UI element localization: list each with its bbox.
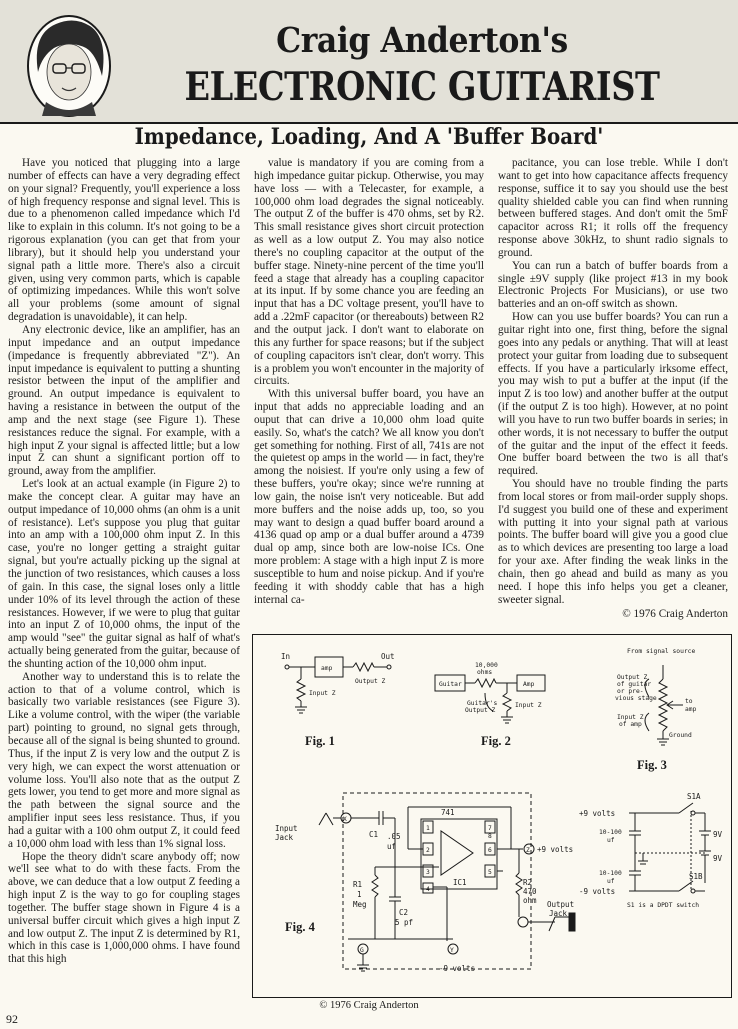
author-portrait — [26, 14, 112, 118]
fig4-c1-val: .05 — [387, 832, 401, 841]
fig4-pin-8: 8 — [488, 833, 492, 840]
fig4-r2-unit: ohm — [523, 896, 537, 905]
fig1-output-label: Out — [381, 652, 395, 661]
paragraph: How can you use buffer boards? You can run a guitar right into one, first thing, before the signal goes into any pedals or anything. That will at least protect your guitar from loading due to subsequent effects. If you have a particularly irksome effect, you may wish to put a buffer at the input (if the input Z is too low) and another buffer at the output (if the output Z is too high). However, at no point will you have to run two buffer boards in series; in other words, it is not necessary to buffer the output of the guitar and the input of the effect it feeds. One buffer board between the two is all that's required. — [498, 311, 728, 478]
fig2-guitar-label: Guitar — [439, 681, 462, 688]
fig4-plus9: +9 volts — [537, 845, 574, 854]
paragraph: Any electronic device, like an amplifier, has an input impedance and an output impedance (impedance is frequently abbreviated "Z"). An input impedance is equivalent to putting a shunting resistor between the input of the amplifier and ground. An output impedance is equivalent to having a resistance in between the output of the amp and the next stage (see Figure 1). These resistances reduce the signal. For example, with a high input Z your signal is affected little; but a low input Z can shunt a significant portion off to ground, away from the amplifier. — [8, 323, 240, 478]
page-footer-copyright: © 1976 Craig Anderton — [319, 1000, 419, 1011]
fig4-c1: C1 — [369, 830, 379, 839]
fig2-guitar-z-label-1: Guitar's — [467, 700, 498, 707]
supply-cap2-unit: uf — [607, 878, 615, 885]
fig4-caption: Fig. 4 — [285, 920, 315, 934]
supply-cap1-unit: uf — [607, 837, 615, 844]
fig1-input-label: In — [281, 652, 291, 661]
masthead — [0, 0, 738, 124]
fig4-input-jack-label-1: Input — [275, 824, 298, 833]
fig4-node-y: Y — [450, 947, 454, 954]
fig3-input-label-1: Input Z — [617, 714, 644, 721]
fig4-r2: R2 — [523, 878, 533, 887]
paragraph: Have you noticed that plugging into a large number of effects can have a very degrading effect on your signal? Frequently, you'll experience a loss of high frequency response and signal level. This is due to a phenomenon called impedance which I'd like to explain in this column. It's not going to be a rigorous explanation (you can get that from your library), but it should help you understand your signal path a little more. There's also a circuit given, using very common parts, which is capable of optimizing impedances. While this won't solve all your problems (some amount of signal degradation is unavoidable), it can help. — [8, 157, 240, 324]
paragraph: pacitance, you can lose treble. While I don't want to get into how capacitance affects frequency response, suffice it to say you should use the best quality shielded cable you can find when running between buffered stages. And don't omit the 5mF capacitor across R1; it rolls off the frequency response above 30kHz, to shunt radio signals to ground. — [498, 157, 728, 259]
fig4-out-jack-2: Jack — [549, 909, 568, 918]
fig3-caption: Fig. 3 — [637, 758, 667, 772]
fig4-ic-name: 741 — [441, 808, 455, 817]
fig1-output-z-label: Output Z — [355, 678, 386, 685]
fig4-c2-val: 5 pf — [395, 918, 414, 927]
supply-plus-label: +9 volts — [579, 809, 616, 818]
fig3-output-label-4: vious stage — [615, 695, 657, 702]
fig1-input-z-label: Input Z — [309, 690, 336, 697]
article-column-3 — [498, 157, 728, 620]
masthead-line-2: ELECTRONIC GUITARIST — [184, 64, 660, 110]
fig2-input-z-label: Input Z — [515, 702, 542, 709]
fig4-pin-7: 7 — [488, 825, 492, 832]
fig3-output-label-2: of guitar — [617, 681, 652, 688]
fig4-pin-1: 1 — [426, 825, 430, 832]
article-column-2 — [254, 157, 484, 607]
fig3-input-label-2: of amp — [619, 721, 642, 728]
fig4-input-jack-label-2: Jack — [275, 833, 294, 842]
supply-note: S1 is a DPDT switch — [627, 902, 700, 909]
fig4-ic-ref: IC1 — [453, 878, 467, 887]
fig4-out-jack-1: Output — [547, 900, 575, 909]
supply-minus-label: -9 volts — [579, 887, 616, 896]
fig2-caption: Fig. 2 — [481, 734, 511, 748]
fig2-guitar-z-label-2: Output Z — [465, 707, 496, 714]
paragraph: You can run a batch of buffer boards from a single ±9V supply (like project #13 in my book Electronic Projects For Musicians), or use two batteries and an on-off switch as shown. — [498, 259, 728, 311]
fig4-pin-3: 3 — [426, 869, 430, 876]
fig4-r1: R1 — [353, 880, 363, 889]
fig4-pin-6: 6 — [488, 847, 492, 854]
article-title: Impedance, Loading, And A 'Buffer Board' — [134, 124, 604, 150]
schematic-figures — [253, 635, 731, 997]
article-column-1 — [8, 157, 240, 966]
fig4-r1-unit: Meg — [353, 900, 367, 909]
page-number: 92 — [6, 1012, 18, 1026]
masthead-line-1: Craig Anderton's — [276, 20, 568, 61]
fig4-pin-5: 5 — [488, 869, 492, 876]
supply-cap1-label: 10-100 — [599, 829, 622, 836]
fig1-diagram — [285, 657, 391, 713]
fig4-c1-unit: uf — [387, 842, 397, 851]
fig4-node-x: X — [343, 816, 347, 823]
fig4-pin-4: 4 — [426, 886, 430, 893]
supply-9v-1: 9V — [713, 830, 723, 839]
fig4-pin-2: 2 — [426, 847, 430, 854]
fig4-node-g: G — [360, 947, 364, 954]
fig3-to-label: to — [685, 698, 693, 705]
paragraph: You should have no trouble finding the parts from local stores or from mail-order supply shops. I'd suggest you build one of these and experiment with putting it into your signal path at various points. The buffer board will give you a good clue as to which devices are presenting too large a load for your axe. After finding the weak links in the chain, then go ahead and build as many as you need. I hope this info helps you get a cleaner, sweeter signal. — [498, 478, 728, 606]
fig2-ohms-label: ohms — [477, 669, 493, 676]
fig2-amp-label: Amp — [523, 681, 535, 688]
fig4-minus9: -9 volts — [439, 964, 476, 973]
supply-9v-2: 9V — [713, 854, 723, 863]
fig3-ground-label: Ground — [669, 732, 692, 739]
fig1-amp-label: amp — [321, 665, 333, 672]
supply-s1a-label: S1A — [687, 792, 701, 801]
supply-cap2-label: 10-100 — [599, 870, 622, 877]
fig4-r2-val: 470 — [523, 887, 537, 896]
paragraph: Hope the theory didn't scare anybody off; now we'll see what to do with these facts. From the above, we can deduce that a low output Z feeding a high input Z is the way to go for coupling stages together. The buffer stage shown in Figure 4 is a universal buffer circuit which gives a high input Z and low output Z. The input Z is determined by R1, which in this case is 1,000,000 ohms. I have found that this high — [8, 850, 240, 966]
article-credit: © 1976 Craig Anderton — [622, 607, 728, 620]
paragraph: Another way to understand this is to relate the action to that of a volume control, which is basically two variable resistances (see Figure 3). Like a volume control, with the wiper (the variable part) pointing to ground, no signal gets through, because all of the signal is being shunted to ground. Thus, if the input Z is very low and the output Z is very high, we can expect the worst attenuation or volume loss. You'll also note that as the output Z gets lower, you tend to get more and more signal as the path between the signal source and the amplifier input sees less resistance. Thus, if you had a guitar with a 100 ohm output Z, it could feed a 10,000 ohm load with less than 1% signal loss. — [8, 670, 240, 850]
paragraph: With this universal buffer board, you have an input that adds no appreciable loading and an ouput that can drive a 10,000 ohm load quite easily. So, what's the catch? We all know you don't get something for nothing. First of all, 741s are not the quietest op amps in the world — in fact, they're among the noisiest. If you're only using a few of these buffers, you're okay; since we're running at low gain, the noise isn't very noticeable. But add more buffers and the noise adds up, too, so you may want to design a quad buffer board around a 4136 quad op amp or a dual buffer around a 4739 dual op amp, since both are low-noise ICs. One more problem: A stage with a high input Z is more susceptible to hum and noise pickup. And if you're feeding it with shoddy cable that has a high internal ca- — [254, 388, 484, 606]
fig4-node-z: Z — [526, 847, 530, 854]
fig4-c2: C2 — [399, 908, 409, 917]
paragraph: value is mandatory if you are coming from a high impedance guitar pickup. Otherwise, you may have loss — with a Telecaster, for example, a 100,000 ohm load degrades the signal noticeably. The output Z of the buffer is 470 ohms, set by R2. This small resistance gives short circuit protection as well as a low output Z. You may also notice there's no coupling capacitor at the output of the buffer stage. Ninety-nine percent of the time you'll feed a stage that already has a coupling capacitor at its input. If by some chance you are feeding an input that has a DC voltage present, you'll have to add a .22mF capacitor (or thereabouts) between R2 and the output jack. I don't want to elaborate on this any further for space reasons; but if the subject of coupling capacitors isn't clear, don't worry. This is a problem you won't encounter in the majority of circuits. — [254, 157, 484, 388]
fig4-r1-val: 1 — [357, 890, 362, 899]
fig1-caption: Fig. 1 — [305, 734, 335, 748]
fig3-output-label-1: Output Z — [617, 674, 648, 681]
figure-panel — [252, 634, 732, 998]
paragraph: Let's look at an actual example (in Figure 2) to make the concept clear. A guitar may have an output impedance of 10,000 ohms (an ohm is a unit of resistance). Let's suppose you plug that guitar into an amp with a 100,000 ohm input Z. In this case, you're no longer getting a straight guitar signal, but you're actually picking up the signal at the junction of two resistances, which causes a loss of gain. In this case, the signal loses only a little under 10% of its level through the action of these resistances. However, if we were to plug that guitar into an input Z of 10,000 ohms, the input of the amp would "see" the guitar signal as half of what's actually being generated from the guitar, because of the shunting action of the 10,000 ohm input. — [8, 478, 240, 670]
fig2-res-label: 10,000 — [475, 662, 498, 669]
fig3-output-label-3: or pre- — [617, 688, 644, 695]
fig3-from-label: From signal source — [627, 648, 696, 655]
fig3-amp-label: amp — [685, 706, 697, 713]
supply-s1b-label: S1B — [689, 872, 703, 881]
